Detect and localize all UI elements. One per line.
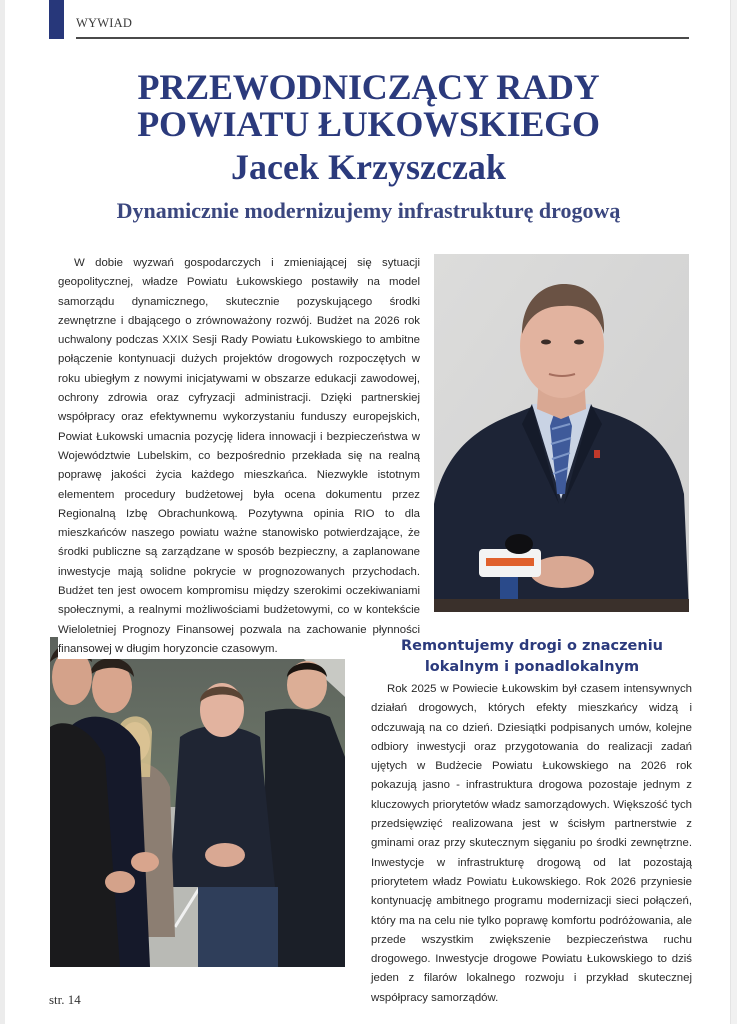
article-subtitle: Dynamicznie modernizujemy infrastrukturę drogową — [116, 198, 621, 223]
roads-paragraph: Rok 2025 w Powiecie Łukowskim był czasem intensywnych działań drogowych, których efekty mieszkańcy widzą i odczuwają na co dzień. Dziesiątki podpisanych umów, kolejne odbiory inwestycji oraz przygotowania do realizacji zadań ujętych w Budżecie Powiatu Łukowskiego na 2026 rok pokazują jasno - infrastruktura drogowa pozostaje jednym z kluczowych priorytetów władz samorządowych. Większość tych przedsięwzięć realizowana jest w ścisłym partnerstwie z gminami oraz przy skutecznym sięganiu po środki zewnętrzne. Inwestycje w infrastrukturę drogową od lat pozostają priorytetem władz Powiatu Łukowskiego. Rok 2026 przyniesie kontynuację ambitnego programu modernizacji sieci połączeń, który ma na celu nie tylko poprawę komfortu podróżowania, ale przede wszystkim zwiększenie bezpieczeństwa ruchu drogowego. Inwestycje drogowe Powiatu Łukowskiego to dziś jeden z filarów lokalnego rozwoju i przykład skutecznej współpracy samorządów. — [371, 683, 692, 1004]
group-illustration — [50, 637, 345, 967]
page-edge — [0, 0, 5, 1024]
title-line: POWIATU ŁUKOWSKIEGO — [137, 104, 600, 144]
portrait-photo — [434, 254, 689, 612]
title-line: PRZEWODNICZĄCY RADY — [137, 67, 600, 107]
page-edge — [730, 0, 737, 1024]
page-number: str. 14 — [49, 992, 81, 1007]
intro-paragraph: W dobie wyzwań gospodarczych i zmieniającej się sytuacji geopolitycznej, władze Powiatu Łukowskiego postawiły na model samorządu dynamicznego, skutecznie pozyskującego środki zewnętrzne i dbającego o zrównoważony rozwój. Budżet na 2026 rok uchwalony podczas XXIX Sesji Rady Powiatu Łukowskiego to ambitne połączenie kontynuacji dużych projektów drogowych rozpoczętych w roku ubiegłym z nowymi inicjatywami w obszarze edukacji zawodowej, ochrony zdrowia oraz cyfryzacji administracji. Dzięki partnerskiej współpracy oraz efektywnemu wykorzystaniu funduszy europejskich, Powiat Łukowski umacnia pozycję lidera innowacji i bezpieczeństwa w Województwie Lubelskim, co bezpośrednio przekłada się na realną poprawę jakości życia każdego mieszkańca. Niezwykle istotnym elementem procedury budżetowej była ocena dokumentu przez Regionalną Izbę Obrachunkową. Pozytywna opinia RIO to dla mieszkańców naszego powiatu ważne stanowisko potwierdzające, że środki publiczne są zarządzane w sposób bezpieczny, a zaplanowane inwestycje mają solidne pokrycie w prognozowanych przychodach. Budżet ten jest owocem kompromisu między szerokimi oczekiwaniami społecznymi, a realnymi możliwościami budżetowymi, co w kontekście Wieloletniej Prognozy Finansowej pozwala na zachowanie płynności finansowej w długim horyzoncie czasowym. — [58, 257, 420, 655]
intro-text — [58, 254, 420, 659]
heading-line: lokalnym i ponadlokalnym — [424, 659, 640, 675]
roads-text — [371, 680, 692, 1008]
roads-section-heading — [372, 636, 692, 678]
portrait-illustration — [434, 254, 689, 612]
section-label: WYWIAD — [76, 16, 133, 30]
heading-line: Remontujemy drogi o znaczeniu — [401, 638, 663, 654]
section-accent-bar — [49, 0, 64, 39]
header-divider — [76, 37, 689, 39]
group-photo — [50, 637, 345, 967]
article-title — [60, 69, 677, 143]
person-name: Jacek Krzyszczak — [231, 147, 506, 187]
